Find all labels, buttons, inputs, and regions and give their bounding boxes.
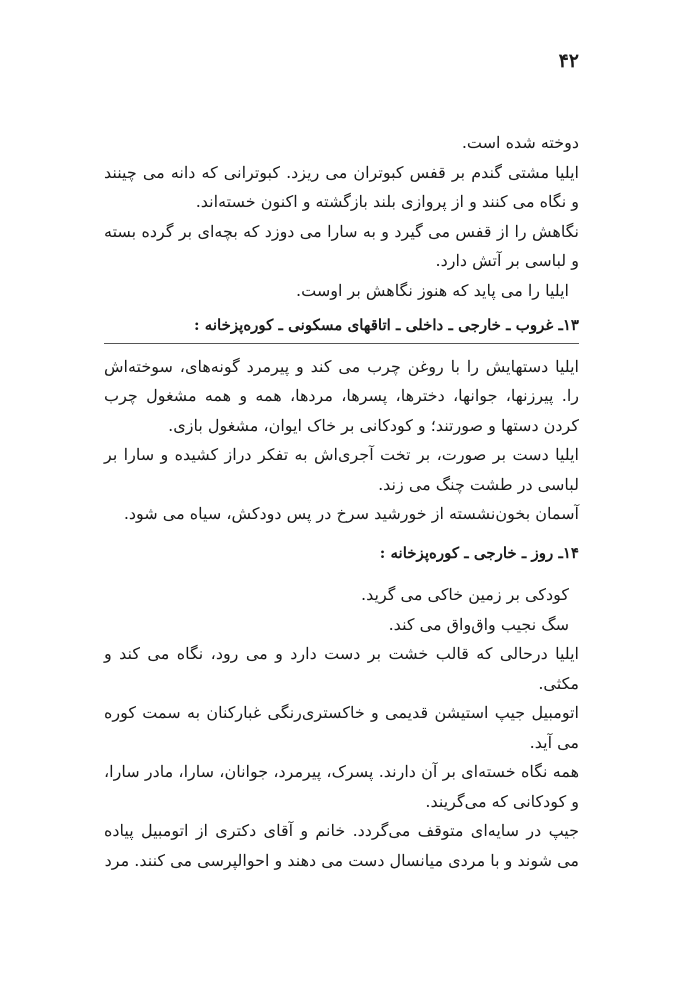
scene-heading-13: ۱۳ـ غروب ـ خارجی ـ داخلی ـ اتاقهای مسکونی ـ کوره‌پزخانه : bbox=[104, 311, 579, 344]
paragraph: دوخته شده است. bbox=[461, 133, 579, 152]
paragraph: ایلیا درحالی که قالب خشت بر دست دارد و می رود، نگاه می کند و مکثی. bbox=[104, 644, 579, 693]
paragraph: کودکی بر زمین خاکی می گرید. bbox=[361, 585, 569, 604]
paragraph: جیپ در سایه‌ای متوقف می‌گردد. خانم و آقای دکتری از اتومبیل پیاده می شوند و با مردی میانسال دست می دهند و احوالپرسی می کنند. مرد bbox=[104, 821, 579, 870]
paragraph: اتومبیل جیپ استیشن قدیمی و خاکستری‌رنگی غبارکنان به سمت کوره می آید. bbox=[104, 703, 579, 752]
page-text bbox=[104, 128, 579, 875]
paragraph: ایلیا مشتی گندم بر قفس کبوتران می ریزد. کبوترانی که دانه می چینند و نگاه می کنند و از پروازی بلند بازگشته و اکنون خسته‌اند. bbox=[104, 162, 579, 211]
paragraph: همه نگاه خسته‌ای بر آن دارند. پسرک، پیرمرد، جوانان، سارا، مادر سارا، و کودکانی که می‌گریند. bbox=[104, 762, 579, 811]
paragraph: ایلیا را می پاید که هنوز نگاهش بر اوست. bbox=[296, 280, 569, 300]
paragraph: نگاهش را از قفس می گیرد و به سارا می دوزد که بچه‌ای بر گرده بسته و لباسی بر آتش دارد. bbox=[104, 221, 579, 270]
scene-heading-14: ۱۴ـ روز ـ خارجی ـ کوره‌پزخانه : bbox=[379, 543, 579, 562]
paragraph: سگ نجیب واق‌واق می کند. bbox=[388, 614, 569, 634]
paragraph: آسمان بخون‌نشسته از خورشید سرخ در پس دودکش، سیاه می شود. bbox=[123, 504, 579, 523]
paragraph: ایلیا دست بر صورت، بر تخت آجری‌اش به تفکر دراز کشیده و سارا بر لباسی در طشت چنگ می زند. bbox=[104, 445, 579, 494]
paragraph: ایلیا دستهایش را با روغن چرب می کند و پیرمرد گونه‌های، سوخته‌اش را. پیرزنها، جوانها، دخترها، پسرها، مردها، همه و همه مشغول چرب کردن دستها و صورتند؛ و کودکانی بر خاک ایوان، مشغول بازی. bbox=[104, 356, 579, 435]
page-number: ۴۲ bbox=[558, 50, 579, 72]
